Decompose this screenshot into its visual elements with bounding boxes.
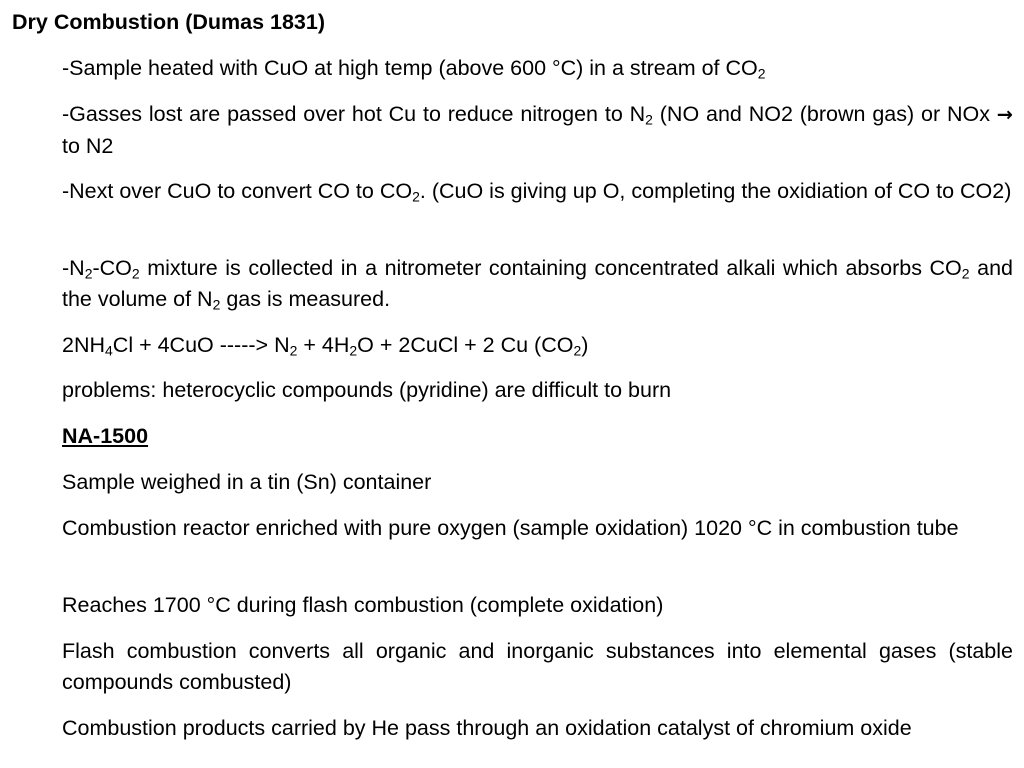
text-segment: gas is measured. — [220, 286, 391, 311]
text-segment: to N2 — [62, 133, 114, 158]
section-heading-na1500: NA-1500 — [62, 424, 149, 448]
text-segment: Cl + 4CuO -----> N — [112, 333, 290, 357]
page-title: Dry Combustion (Dumas 1831) — [12, 10, 326, 34]
paragraph-sample-weighed: Sample weighed in a tin (Sn) container — [62, 470, 432, 494]
text-segment: (NO and NO2 (brown gas) or NOx — [652, 102, 997, 126]
subscript: 2 — [349, 342, 358, 359]
subscript: 4 — [105, 342, 113, 359]
subscript: 2 — [757, 65, 766, 82]
paragraph-problems: problems: heterocyclic compounds (pyridine) are difficult to burn — [62, 378, 672, 402]
paragraph-gasses-lost — [62, 99, 1013, 161]
text-segment: -Next over CuO to convert CO to CO — [62, 179, 413, 203]
text-segment: ) — [581, 333, 589, 357]
text-segment: -Gasses lost are passed over hot Cu to reduce nitrogen to N — [62, 102, 646, 126]
text-segment: -N — [62, 256, 85, 280]
paragraph-sample-heated — [62, 53, 1013, 84]
paragraph-combustion-products: Combustion products carried by He pass through an oxidation catalyst of chromium oxide — [62, 716, 912, 740]
text-segment: O + 2CuCl + 2 Cu (CO — [357, 333, 574, 357]
paragraph-next-over-cuo — [62, 176, 1013, 207]
paragraph-n2-co2-mixture — [62, 253, 1013, 314]
paragraph-reaches-1700: Reaches 1700 °C during flash combustion (complete oxidation) — [62, 593, 664, 617]
subscript: 2 — [961, 265, 970, 282]
right-arrow-icon: → — [996, 103, 1014, 126]
chemical-equation — [62, 330, 1013, 361]
subscript: 2 — [645, 111, 653, 128]
text-segment: + 4H — [297, 333, 350, 357]
paragraph-combustion-reactor: Combustion reactor enriched with pure oxygen (sample oxidation) 1020 °C in combustion tube — [62, 516, 959, 540]
text-segment: 2NH — [62, 333, 106, 357]
text-segment: and the volume of N — [62, 256, 1013, 311]
subscript: 2 — [412, 188, 420, 205]
paragraph-flash-combustion: Flash combustion converts all organic and inorganic substances into elemental gases (stable compounds combusted) — [62, 639, 1013, 694]
text-segment: -CO — [92, 256, 132, 280]
subscript: 2 — [289, 342, 298, 359]
subscript: 2 — [84, 265, 93, 282]
text-segment: . (CuO is giving up O, completing the oxidiation of CO to CO2) — [419, 179, 1012, 203]
subscript: 2 — [131, 265, 140, 282]
subscript: 2 — [212, 295, 221, 312]
text-segment: mixture is collected in a nitrometer containing concentrated alkali which absorbs CO — [139, 256, 962, 280]
text-segment: -Sample heated with CuO at high temp (above 600 °C) in a stream of CO — [62, 56, 758, 80]
subscript: 2 — [573, 342, 582, 359]
